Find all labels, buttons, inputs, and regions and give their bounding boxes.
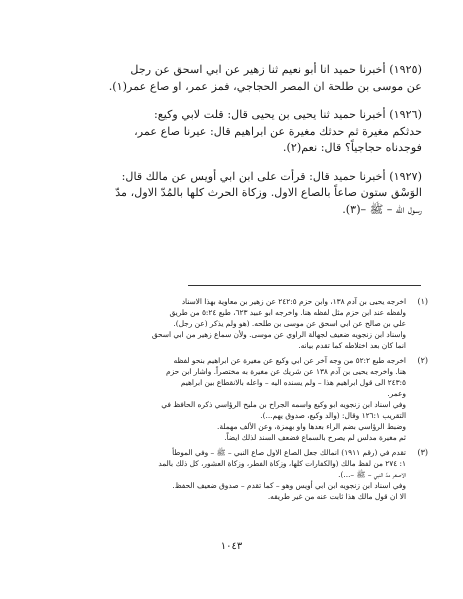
hadith-1925: [50, 62, 422, 95]
text-line: (١٩٢٦) أخبرنا حميد ثنا يحيى بن يحيى قال: قلت لابي وكيع:: [153, 108, 422, 121]
footnote-line: الا ان قول مالك هذا ثابت عنه من غير طريقه.: [267, 492, 406, 501]
footnote-line: الاصغر مدّ النبي – ﷺ –...).: [338, 470, 406, 479]
text-line: (١٩٢٥) أخبرنا حميد انا أبو نعيم ثنا زهير عن ابي اسحق عن رجل: [130, 63, 422, 76]
footnote-3: [50, 447, 428, 502]
hadith-1926: [50, 107, 422, 157]
footnote-line: وفي اسناد ابن زنجويه ابن ابي أويس وهو – كما تقدم – صدوق ضعيف الحفظ.: [172, 481, 406, 490]
footnote-line: ولفظه عند ابن حزم مثل لفظه هنا. واخرجه ابو عبيد ٦٢٣، طبع ٥:٢٤ من طريق: [169, 308, 406, 317]
page-number: ١٠٤٣: [220, 541, 243, 552]
footnote-number: (٢): [417, 356, 428, 365]
footnote-line: تقدم في (رقم ١٩١١) انمالك جعل الصاع الاول صاع النبي – ﷺ – وفي الموطأ: [172, 448, 406, 457]
footnote-line: وضبط الرؤاسي بضم الراء بعدها واو بهمزة، وعن الألف مهملة.: [217, 422, 406, 431]
footnote-line: واسناد ابن زنجويه ضعيف لجهالة الراوي عن موسى. ولأن سماع زهير من ابي اسحق: [151, 330, 406, 339]
hadith-1927: [50, 169, 422, 219]
footnote-number: (٣): [417, 448, 428, 457]
text-line: حدثكم مغيرة ثم حدثك مغيرة عن ابراهيم قال: عيرنا صاع عمر،: [134, 124, 422, 138]
main-text: [50, 62, 422, 230]
text-line: فوجدناه حجاجياً؟ قال: نعم(٢).: [282, 141, 422, 154]
footnote-line: ثم مغيرة مدلس لم يصرح بالسماع فضعف السند لذلك ايضاً.: [224, 433, 406, 442]
footnote-divider: [188, 285, 421, 286]
footnote-2: [50, 355, 428, 443]
footnote-number: (١): [417, 297, 428, 306]
footnote-line: انما كان بعد اختلاطه كما تقدم بيانه.: [298, 341, 406, 350]
footnote-line: ١: ٢٧٤ من لفظ مالك (والكفارات كلها، وزكاة الفطر، وزكاة العشور، كل ذلك بالمد: [158, 459, 406, 468]
footnote-line: هنا. واخرجه يحيى بن آدم ١٣٨ عن شريك عن مغيرة به مختصراً. واشار ابن حزم: [166, 367, 406, 376]
text-line: (١٩٢٧) أخبرنا حميد قال: قرأت على ابن ابي أويس عن مالك قال:: [121, 169, 422, 183]
footnote-1: [50, 296, 428, 351]
footnote-line: علي بن صالح عن ابي اسحق عن موسى بن طلحه. (هو ولم يذكر (عن رجل).: [173, 319, 406, 328]
footnote-line: وفي اسناد ابن زنجويه ابو وكيع واسمه الجراح بن مليح الرؤاسي ذكره الحافظ في: [161, 400, 406, 409]
footnote-line: اخرجه يحيى بن آدم ١٣٨، وابن حزم ٢٤٢:٥ عن زهير بن معاوية بهذا الاسناد: [181, 297, 406, 306]
footnote-line: التقريب ١٢٦:١ وقال: (والد وكيع، صدوق يهم...).: [260, 411, 406, 420]
footnote-line: ٢٤٣:٥ الى قول ابراهيم هذا – ولم يسنده اليه – واعله بالانقطاع بين ابراهيم: [180, 378, 406, 387]
text-line: رسول الله – ﷺ –(٣).: [342, 202, 422, 216]
footnotes: [50, 296, 428, 506]
footnote-line: وعمر.: [387, 389, 406, 398]
text-line: عن موسى بن طلحة ان المصر الحجاجي، فمز عمر، او صاع عمر(١).: [108, 79, 422, 93]
text-line: الوَسْق ستون صاعاً بالصاع الاول. وزكاة الحرث كلها بالمُدّ الاول، مدّ: [115, 186, 422, 199]
footnote-line: اخرجه طبع ٥٢:٢ من وجه آخر عن ابي وكيع عن مغيرة عن ابراهيم بنحو لفظه: [173, 356, 406, 365]
